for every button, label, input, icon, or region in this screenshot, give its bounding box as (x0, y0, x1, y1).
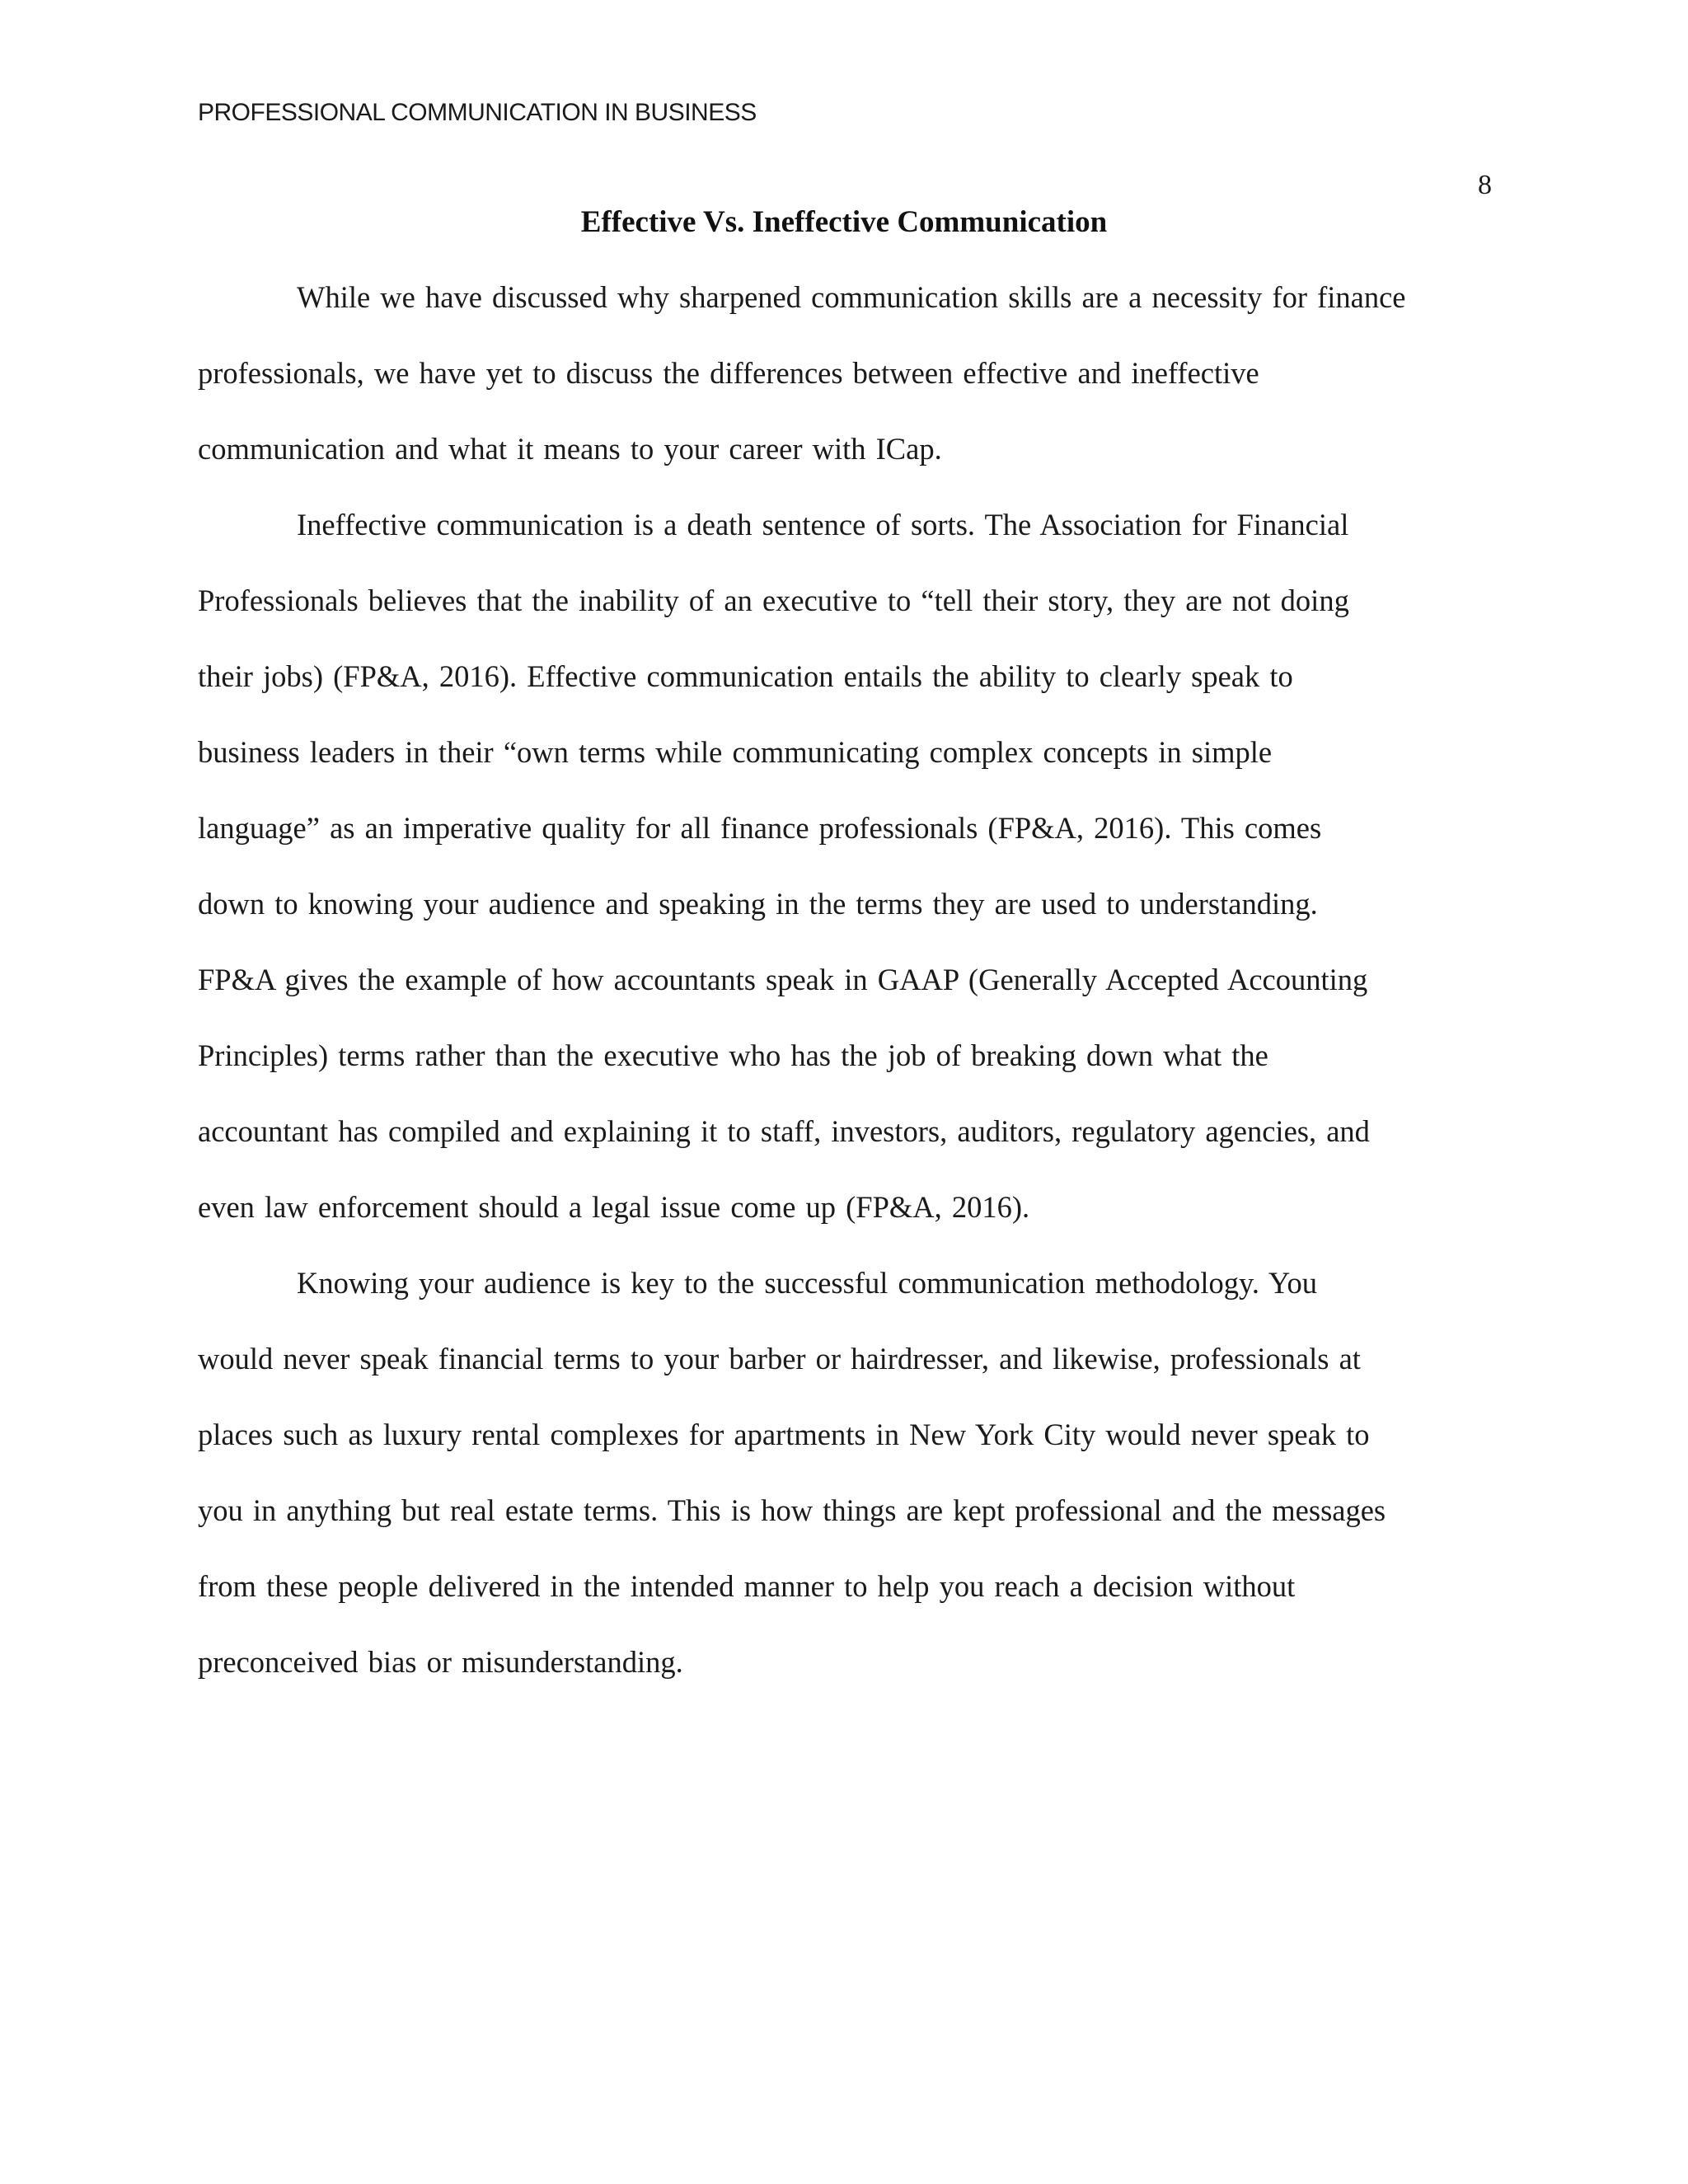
text-line: Ineffective communication is a death sentence of sorts. The Association for Financial (297, 508, 1349, 541)
section-title: Effective Vs. Ineffective Communication (580, 205, 1108, 239)
text-line: FP&A gives the example of how accountants speak in GAAP (Generally Accepted Accounting (198, 963, 1368, 996)
text-line: you in anything but real estate terms. This is how things are kept professional and the messages (198, 1493, 1386, 1527)
text-line: from these people delivered in the intended manner to help you reach a decision without (198, 1569, 1296, 1603)
text-line: even law enforcement should a legal issue come up (FP&A, 2016). (198, 1190, 1030, 1224)
text-line: preconceived bias or misunderstanding. (198, 1645, 683, 1679)
page-number: 8 (1478, 170, 1492, 200)
text-line: their jobs) (FP&A, 2016). Effective communication entails the ability to clearly speak to (198, 659, 1293, 693)
text-line: places such as luxury rental complexes for apartments in New York City would never speak to (198, 1418, 1370, 1451)
text-line: would never speak financial terms to your barber or hairdresser, and likewise, professionals at (198, 1342, 1361, 1376)
text-line: Knowing your audience is key to the successful communication methodology. You (297, 1266, 1318, 1300)
text-line: down to knowing your audience and speaking in the terms they are used to understanding. (198, 887, 1318, 921)
paragraph-2 (198, 504, 1500, 1262)
text-line: accountant has compiled and explaining it to staff, investors, auditors, regulatory agencies, and (198, 1114, 1370, 1148)
text-line: business leaders in their “own terms while communicating complex concepts in simple (198, 735, 1273, 769)
running-head: PROFESSIONAL COMMUNICATION IN BUSINESS (198, 99, 757, 126)
paragraph-3 (198, 1262, 1500, 1717)
paragraph-1 (198, 276, 1500, 504)
text-line: While we have discussed why sharpened communication skills are a necessity for finance (297, 280, 1406, 314)
body-text (198, 276, 1500, 1717)
text-line: professionals, we have yet to discuss the differences between effective and ineffective (198, 356, 1259, 390)
text-line: communication and what it means to your career with ICap. (198, 432, 942, 466)
text-line: Principles) terms rather than the executive who has the job of breaking down what the (198, 1038, 1268, 1072)
text-line: language” as an imperative quality for all finance professionals (FP&A, 2016). This comes (198, 811, 1322, 845)
text-line: Professionals believes that the inability of an executive to “tell their story, they are not doing (198, 583, 1349, 617)
